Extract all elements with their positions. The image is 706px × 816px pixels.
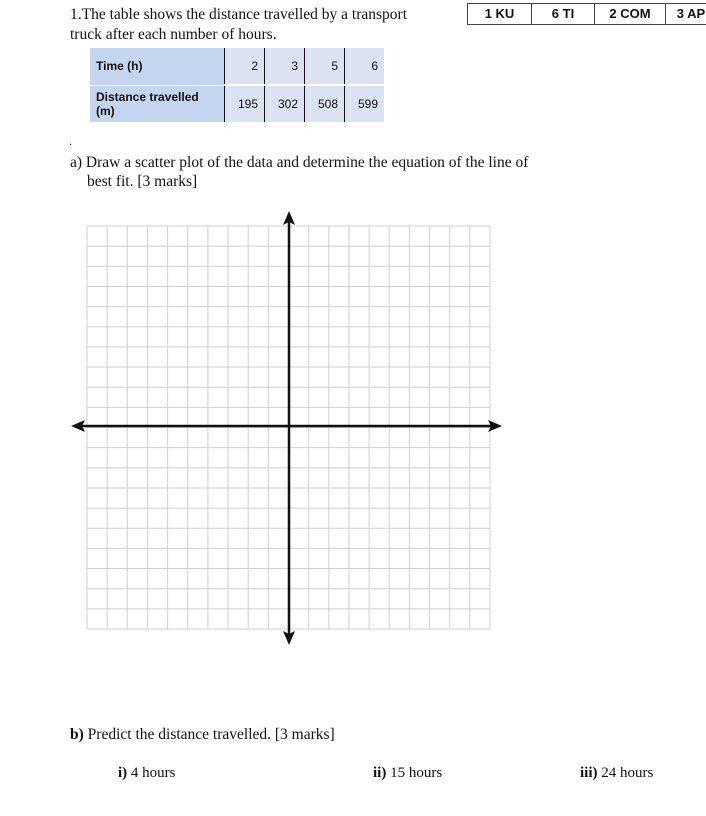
subpart-i-text: 4 hours [130,765,176,781]
subpart-i-label: i) [118,765,128,781]
subpart-iii-text: 24 hours [601,765,654,781]
time-cell: 3 [265,48,305,85]
part-a-line-1: a) Draw a scatter plot of the data and determine the equation of the line of [70,154,529,171]
question-line-1: 1.The table shows the distance travelled by a transport [70,6,408,23]
time-cell: 6 [345,48,385,85]
distance-cell: 302 [265,85,305,122]
subpart-i [118,765,176,782]
part-a-line-2: best fit. [3 marks] [87,173,198,190]
distance-cell: 195 [225,85,265,122]
time-cell: 2 [225,48,265,85]
subpart-ii-text: 15 hours [390,765,443,781]
part-b-text: Predict the distance travelled. [3 marks] [87,726,335,743]
part-b-label: b) [70,726,84,743]
distance-cell: 508 [305,85,345,122]
distance-header: Distance travelled (m) [90,85,225,122]
subpart-iii-label: iii) [580,765,598,781]
stray-dot: . [69,134,72,148]
subpart-ii [373,765,442,782]
time-header: Time (h) [90,48,225,85]
marks-box-ti: 6 TI [531,4,594,24]
marks-box-com: 2 COM [594,4,665,24]
part-b-prompt [70,725,335,744]
subpart-ii-label: ii) [373,765,387,781]
distance-cell: 599 [345,85,385,122]
time-cell: 5 [305,48,345,85]
marks-box-ap: 3 AP [665,4,706,24]
marks-box-ku: 1 KU [484,6,515,21]
question-line-2: truck after each number of hours. [70,26,277,43]
subpart-iii [580,765,653,782]
